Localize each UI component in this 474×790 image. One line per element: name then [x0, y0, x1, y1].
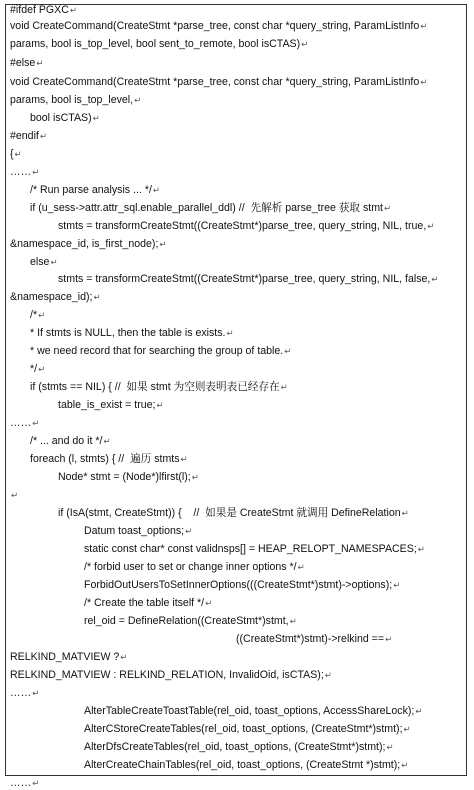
code-line-text: Datum toast_options; [84, 525, 185, 537]
code-line-text: Node* stmt = (Node*)lfirst(l); [58, 471, 191, 483]
code-line-text: …… [10, 777, 32, 789]
paragraph-mark-icon: ↵ [93, 292, 101, 302]
paragraph-mark-icon: ↵ [401, 508, 409, 518]
code-line [10, 237, 167, 251]
paragraph-mark-icon: ↵ [385, 634, 393, 644]
paragraph-mark-icon: ↵ [38, 364, 46, 374]
paragraph-mark-icon: ↵ [415, 706, 423, 716]
code-line-text: static const char* const validnsps[] = HEAP_RELOPT_NAMESPACES; [84, 543, 417, 555]
paragraph-mark-icon: ↵ [32, 418, 40, 428]
code-line [58, 470, 199, 484]
paragraph-mark-icon: ↵ [284, 346, 292, 356]
code-line-text: { [10, 148, 14, 160]
paragraph-mark-icon: ↵ [185, 526, 193, 536]
code-line [30, 255, 58, 269]
code-line-text: ForbidOutUsersToSetInnerOptions(((CreateStmt*)stmt)->options); [84, 579, 393, 591]
code-line-text: #endif [10, 130, 39, 142]
paragraph-mark-icon: ↵ [152, 185, 161, 195]
paragraph-mark-icon: ↵ [32, 778, 40, 788]
paragraph-mark-icon: ↵ [301, 39, 309, 49]
code-line-text: else [30, 256, 50, 268]
code-line-text: /* forbid user to set or change inner options */ [84, 561, 297, 573]
code-line-text: ((CreateStmt*)stmt)->relkind == [236, 633, 385, 645]
code-line [84, 758, 408, 772]
code-line [30, 344, 291, 358]
paragraph-mark-icon: ↵ [92, 113, 100, 123]
paragraph-mark-icon: ↵ [39, 131, 47, 141]
paragraph-mark-icon: ↵ [417, 544, 425, 554]
code-line-text: params, bool is_top_level, bool sent_to_remote, bool isCTAS) [10, 38, 301, 50]
code-line-text: */ [30, 363, 38, 375]
paragraph-mark-icon: ↵ [420, 77, 428, 87]
paragraph-mark-icon: ↵ [159, 239, 167, 249]
code-line [58, 398, 164, 412]
code-line-text: …… [10, 166, 32, 178]
code-line [58, 506, 409, 520]
code-line [10, 75, 427, 89]
paragraph-mark-icon: ↵ [289, 616, 297, 626]
code-line [10, 93, 141, 107]
code-line-text: foreach (l, stmts) { // 遍历 stmts [30, 453, 180, 465]
paragraph-mark-icon: ↵ [103, 436, 111, 446]
code-line-text: RELKIND_MATVIEW ? [10, 651, 120, 663]
code-line [10, 290, 101, 304]
code-line-text: /* ... and do it */ [30, 435, 103, 447]
code-line [84, 740, 394, 754]
code-line-text: #else [10, 57, 36, 69]
paragraph-mark-icon: ↵ [50, 257, 58, 267]
code-line [10, 165, 39, 179]
paragraph-mark-icon: ↵ [386, 742, 394, 752]
code-line-text: AlterTableCreateToastTable(rel_oid, toast_options, AccessShareLock); [84, 705, 415, 717]
code-line [10, 3, 77, 17]
code-line-text: &namespace_id, is_first_node); [10, 238, 159, 250]
paragraph-mark-icon: ↵ [420, 21, 428, 31]
code-line-text: …… [10, 417, 32, 429]
code-line [84, 614, 297, 628]
code-line-text: &namespace_id); [10, 291, 93, 303]
code-line-text: void CreateCommand(CreateStmt *parse_tree, const char *query_string, ParamListInfo [10, 20, 420, 32]
code-line [30, 111, 100, 125]
code-line-text: stmts = transformCreateStmt((CreateStmt*)parse_tree, query_string, NIL, false, [58, 273, 431, 285]
code-line [30, 362, 45, 376]
code-line [10, 56, 43, 70]
code-line [84, 542, 425, 556]
code-line-text: /* [30, 309, 38, 321]
paragraph-mark-icon: ↵ [324, 670, 332, 680]
code-line [10, 416, 39, 430]
paragraph-mark-icon: ↵ [431, 274, 439, 284]
paragraph-mark-icon: ↵ [383, 203, 392, 213]
code-listing-box [5, 4, 467, 789]
paragraph-mark-icon: ↵ [403, 724, 411, 734]
code-line-text: #ifdef PGXC [10, 4, 69, 16]
code-line [236, 632, 392, 646]
code-line [84, 722, 411, 736]
code-line [30, 326, 234, 340]
code-line-text: stmts = transformCreateStmt((CreateStmt*)parse_tree, query_string, NIL, true, [58, 220, 427, 232]
paragraph-mark-icon: ↵ [401, 760, 409, 770]
code-line [10, 668, 332, 682]
code-line-text: if (u_sess->attr.attr_sql.enable_parallel_ddl) // 先解析 parse_tree 获取 stmt [30, 202, 383, 214]
code-line [10, 37, 308, 51]
code-line [84, 596, 212, 610]
code-line-text: rel_oid = DefineRelation((CreateStmt*)stmt, [84, 615, 289, 627]
code-line [10, 686, 39, 700]
code-line [30, 183, 160, 197]
code-line-text: AlterCreateChainTables(rel_oid, toast_options, (CreateStmt *)stmt); [84, 759, 401, 771]
code-line-text: /* Run parse analysis ... */ [30, 184, 152, 196]
code-line-text: AlterDfsCreateTables(rel_oid, toast_options, (CreateStmt*)stmt); [84, 741, 386, 753]
paragraph-mark-icon: ↵ [427, 221, 435, 231]
code-line [30, 201, 391, 215]
code-line [84, 578, 400, 592]
code-line-text: /* Create the table itself */ [84, 597, 205, 609]
code-line [84, 524, 192, 538]
paragraph-mark-icon: ↵ [69, 5, 78, 15]
paragraph-mark-icon: ↵ [11, 490, 19, 500]
code-line-text: void CreateCommand(CreateStmt *parse_tree, const char *query_string, ParamListInfo [10, 76, 420, 88]
code-line-text: bool isCTAS) [30, 112, 92, 124]
paragraph-mark-icon: ↵ [14, 149, 22, 159]
paragraph-mark-icon: ↵ [280, 382, 288, 392]
code-line [30, 452, 188, 466]
paragraph-mark-icon: ↵ [226, 328, 234, 338]
code-line [10, 650, 127, 664]
paragraph-mark-icon: ↵ [180, 454, 188, 464]
code-line-text: if (stmts == NIL) { // 如果 stmt 为空则表明表已经存在 [30, 381, 280, 393]
code-line-text: RELKIND_MATVIEW : RELKIND_RELATION, InvalidOid, isCTAS); [10, 669, 324, 681]
code-line [84, 560, 305, 574]
paragraph-mark-icon: ↵ [32, 167, 40, 177]
paragraph-mark-icon: ↵ [393, 580, 401, 590]
code-line-text: table_is_exist = true; [58, 399, 156, 411]
code-line-text: …… [10, 687, 32, 699]
paragraph-mark-icon: ↵ [191, 472, 199, 482]
code-line-text: * If stmts is NULL, then the table is exists. [30, 327, 226, 339]
code-line-text: params, bool is_top_level, [10, 94, 134, 106]
paragraph-mark-icon: ↵ [297, 562, 305, 572]
code-line [30, 380, 288, 394]
paragraph-mark-icon: ↵ [156, 400, 164, 410]
code-line-text: * we need record that for searching the group of table. [30, 345, 284, 357]
code-line [10, 129, 47, 143]
code-line [58, 272, 439, 286]
code-line-text: if (IsA(stmt, CreateStmt)) { // 如果是 CreateStmt 就调用 DefineRelation [58, 507, 401, 519]
paragraph-mark-icon: ↵ [120, 652, 128, 662]
code-line [10, 19, 427, 33]
code-line [10, 488, 18, 502]
code-line [10, 776, 39, 790]
paragraph-mark-icon: ↵ [36, 58, 44, 68]
code-line-text: AlterCStoreCreateTables(rel_oid, toast_options, (CreateStmt*)stmt); [84, 723, 403, 735]
code-line [58, 219, 434, 233]
paragraph-mark-icon: ↵ [32, 688, 40, 698]
code-line [30, 308, 45, 322]
paragraph-mark-icon: ↵ [134, 95, 142, 105]
paragraph-mark-icon: ↵ [205, 598, 213, 608]
code-line [84, 704, 422, 718]
code-line [30, 434, 111, 448]
paragraph-mark-icon: ↵ [38, 310, 46, 320]
code-line [10, 147, 22, 161]
